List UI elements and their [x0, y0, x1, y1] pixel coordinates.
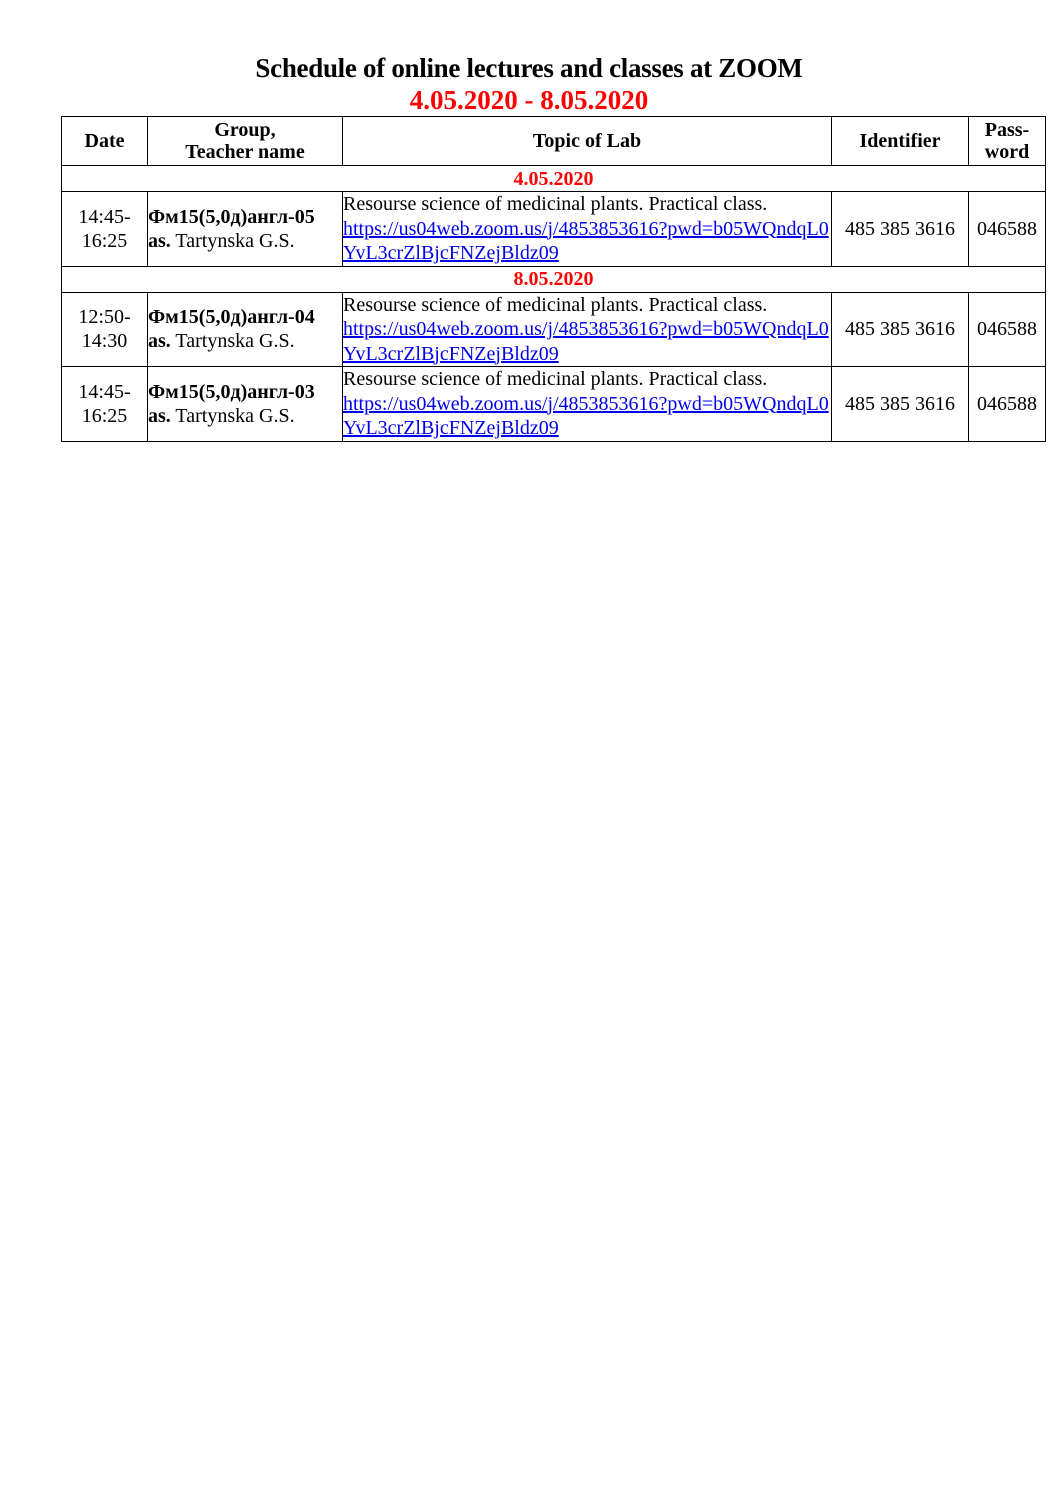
group-name: Фм15(5,0д)англ-04: [148, 306, 315, 329]
teacher-name: [148, 329, 342, 353]
zoom-link[interactable]: https://us04web.zoom.us/j/4853853616?pwd=b05WQndqL0YvL3crZlBjcFNZejBldz09: [343, 392, 829, 439]
table-row: [62, 367, 1046, 442]
time-start: 12:50-: [78, 306, 131, 329]
topic-cell: [343, 367, 832, 442]
table-row: [62, 292, 1046, 367]
topic-cell: [343, 192, 832, 267]
topic-text: Resourse science of medicinal plants. Practical class.: [343, 368, 768, 390]
topic-text: Resourse science of medicinal plants. Practical class.: [343, 193, 768, 215]
teacher-prefix: as.: [148, 229, 171, 252]
day-row: [62, 266, 1046, 292]
time-start: 14:45-: [78, 380, 131, 403]
teacher-name: [148, 404, 342, 428]
time-end: 16:25: [81, 404, 128, 427]
zoom-link[interactable]: https://us04web.zoom.us/j/4853853616?pwd=b05WQndqL0YvL3crZlBjcFNZejBldz09: [343, 318, 829, 365]
header-identifier: Identifier: [832, 117, 969, 166]
identifier-cell: 485 385 3616: [832, 292, 969, 367]
password-cell: 046588: [969, 192, 1046, 267]
time-end: 14:30: [81, 330, 128, 353]
time-cell: [62, 292, 148, 367]
group-cell: [148, 367, 343, 442]
group-cell: [148, 192, 343, 267]
date-range: 4.05.2020 - 8.05.2020: [409, 85, 649, 115]
identifier-cell: 485 385 3616: [832, 367, 969, 442]
header-date: Date: [62, 117, 148, 166]
header-row: [62, 117, 1046, 166]
teacher-text: Tartynska G.S.: [170, 404, 295, 427]
teacher-text: Tartynska G.S.: [170, 330, 295, 353]
header-password-line1: Pass-: [984, 119, 1030, 141]
group-name: Фм15(5,0д)англ-03: [148, 380, 315, 403]
table-row: [62, 192, 1046, 267]
password-cell: 046588: [969, 292, 1046, 367]
day-label: 4.05.2020: [62, 166, 1046, 192]
header-password-line2: word: [984, 141, 1030, 163]
topic-cell: [343, 292, 832, 367]
topic-text: Resourse science of medicinal plants. Practical class.: [343, 293, 768, 316]
identifier-cell: 485 385 3616: [832, 192, 969, 267]
teacher-name: [148, 229, 342, 253]
schedule-table: [61, 116, 1046, 442]
group-cell: [148, 292, 343, 367]
password-cell: 046588: [969, 367, 1046, 442]
day-label: 8.05.2020: [62, 266, 1046, 292]
zoom-link[interactable]: https://us04web.zoom.us/j/4853853616?pwd=b05WQndqL0YvL3crZlBjcFNZejBldz09: [343, 217, 829, 264]
header-group-line1: Group,: [214, 119, 276, 141]
header-group-line2: Teacher name: [185, 141, 305, 163]
teacher-prefix: as.: [148, 404, 171, 427]
time-cell: [62, 192, 148, 267]
header-group: [148, 117, 343, 166]
page-title: Schedule of online lectures and classes at ZOOM: [255, 53, 803, 83]
header-password: [969, 117, 1046, 166]
header-topic: Topic of Lab: [343, 117, 832, 166]
time-cell: [62, 367, 148, 442]
time-start: 14:45-: [78, 205, 131, 228]
teacher-text: Tartynska G.S.: [170, 229, 295, 252]
teacher-prefix: as.: [148, 330, 171, 353]
group-name: Фм15(5,0д)англ-05: [148, 205, 315, 228]
day-row: [62, 166, 1046, 192]
time-end: 16:25: [81, 229, 128, 252]
